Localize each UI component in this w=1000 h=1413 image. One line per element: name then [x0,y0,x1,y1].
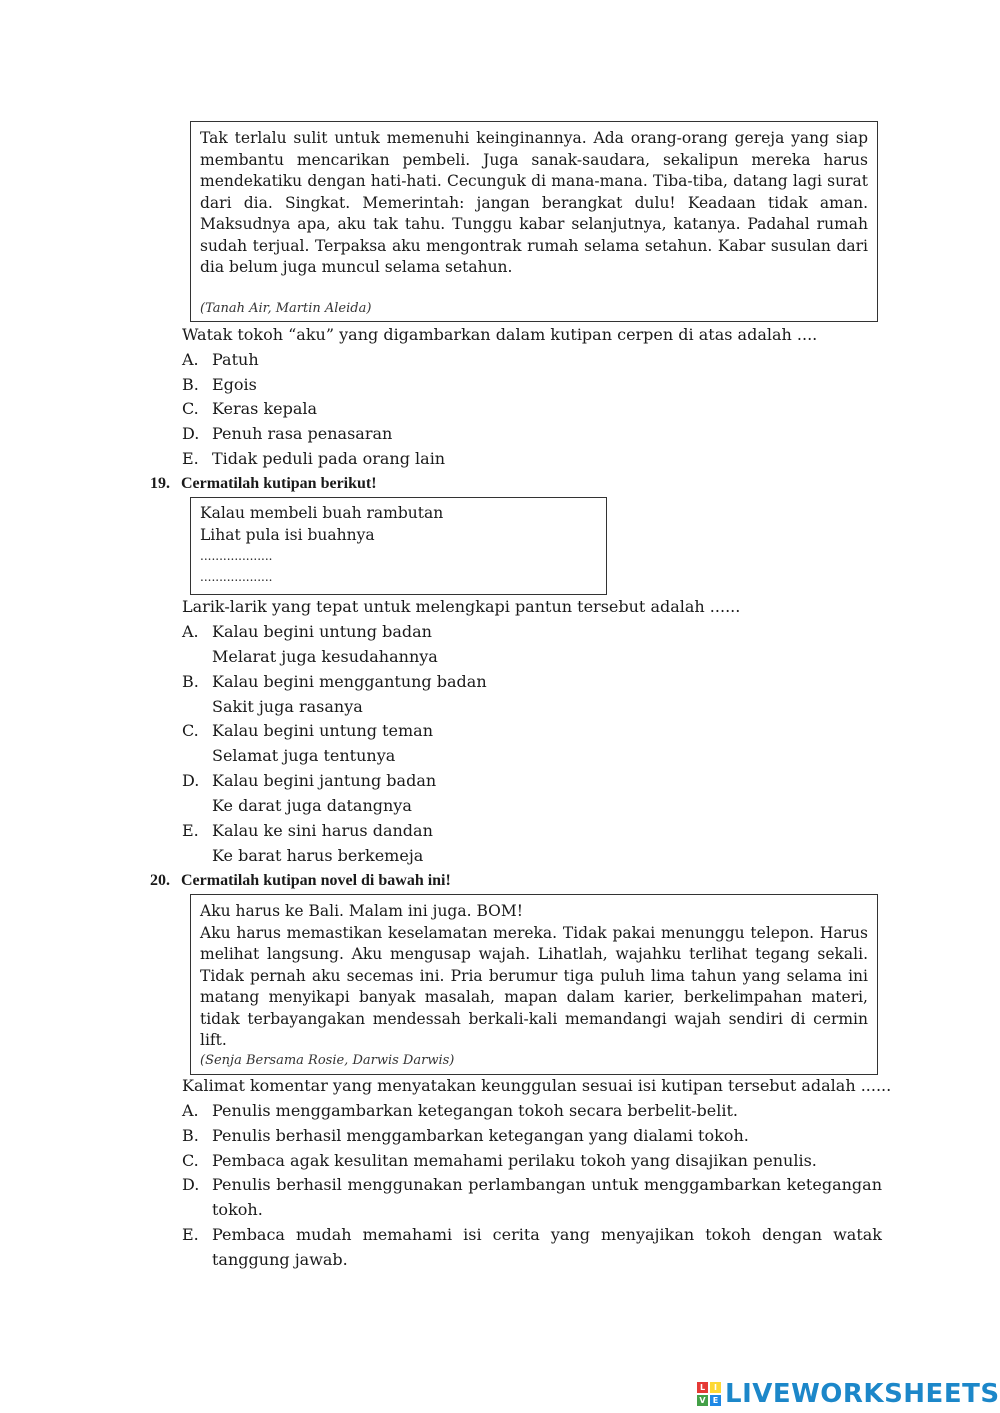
question-19-heading [150,472,377,496]
option-19-d[interactable] [182,768,882,818]
option-20-e[interactable] [182,1222,882,1272]
option-text: Penulis menggambarkan ketegangan tokoh secara berbelit-belit. [212,1101,739,1120]
option-letter: A. [182,1101,199,1120]
passage-text-18: Tak terlalu sulit untuk memenuhi keinginannya. Ada orang-orang gereja yang siap membantu mencarikan pembeli. Juga sanak-saudara, sekalipun mereka harus mendekatiku dengan hati-hati. Cecunguk di mana-mana. Tiba-tiba, datang lagi surat dari dia. Singkat. Memerintah: jangan berangkat dulu! Keadaan tidak aman. Maksudnya apa, aku tak tahu. Tunggu kabar selanjutnya, katanya. Padahal rumah sudah terjual. Terpaksa aku mengontrak rumah selama setahun. Kabar susulan dari dia belum juga muncul selama setahun. [200,129,868,276]
passage-source-20: (Senja Bersama Rosie, Darwis Darwis) [200,1053,455,1068]
option-text: Penulis berhasil menggunakan perlambangan untuk menggambarkan ketegangan tokoh. [212,1175,882,1219]
option-18-d[interactable] [182,421,882,446]
option-20-a[interactable] [182,1098,882,1123]
question-18-stem: Watak tokoh “aku” yang digambarkan dalam kutipan cerpen di atas adalah .... [182,325,818,344]
logo-wordmark: LIVEWORKSHEETS [725,1379,1000,1409]
question-20-stem: Kalimat komentar yang menyatakan keunggulan sesuai isi kutipan tersebut adalah ...... [182,1076,892,1095]
question-20-heading [150,869,451,893]
logo-cell: L [697,1382,708,1393]
option-line-2: Sakit juga rasanya [212,697,363,716]
option-text: Penuh rasa penasaran [212,424,393,443]
question-number: 19. [150,475,170,492]
option-letter: E. [182,821,199,840]
pantun-line: Kalau membeli buah rambutan [200,504,444,522]
question-instruction: Cermatilah kutipan berikut! [181,475,377,492]
option-text: Penulis berhasil menggambarkan ketegangan yang dialami tokoh. [212,1126,749,1145]
question-19-stem: Larik-larik yang tepat untuk melengkapi pantun tersebut adalah ...... [182,597,741,616]
option-line-1: Kalau begini untung teman [212,721,434,740]
option-letter: A. [182,350,199,369]
option-18-c[interactable] [182,396,882,421]
question-number: 20. [150,872,170,889]
passage-box-18 [190,121,878,322]
option-18-b[interactable] [182,372,882,397]
option-letter: E. [182,1225,199,1244]
option-line-2: Ke barat harus berkemeja [212,846,424,865]
option-20-b[interactable] [182,1123,882,1148]
option-line-1: Kalau ke sini harus dandan [212,821,433,840]
passage-first-line-20: Aku harus ke Bali. Malam ini juga. BOM! [200,902,523,920]
option-20-d[interactable] [182,1172,882,1222]
option-letter: C. [182,1151,199,1170]
option-letter: A. [182,622,199,641]
logo-cell: E [710,1395,721,1406]
option-19-c[interactable] [182,718,882,768]
pantun-box [190,497,607,595]
option-letter: B. [182,672,199,691]
logo-cell: I [710,1382,721,1393]
option-text: Pembaca agak kesulitan memahami perilaku tokoh yang disajikan penulis. [212,1151,817,1170]
option-letter: D. [182,424,200,443]
option-19-a[interactable] [182,619,882,669]
logo-cell: V [697,1395,708,1406]
option-text: Pembaca mudah memahami isi cerita yang menyajikan tokoh dengan watak tanggung jawab. [212,1225,882,1269]
option-18-e[interactable] [182,446,882,471]
pantun-line: Lihat pula isi buahnya [200,525,375,544]
option-letter: C. [182,399,199,418]
question-instruction: Cermatilah kutipan novel di bawah ini! [181,872,451,889]
passage-text-20: Aku harus memastikan keselamatan mereka. Tidak pakai menunggu telepon. Harus melihat langsung. Aku mengusap wajah. Lihatlah, wajahku terlihat tegang sekali. Tidak pernah aku secemas ini. Pria berumur tiga puluh lima tahun yang selama ini matang menyikapi banyak masalah, mapan dalam karier, berkelimpahan materi, tidak terbayangakan mendessah berkali-kali memandangi wajah sendiri di cermin lift. [200,923,868,1049]
option-18-a[interactable] [182,347,882,372]
option-20-c[interactable] [182,1148,882,1173]
pantun-blank-line: ................... [200,570,273,584]
option-text: Patuh [212,350,259,369]
pantun-blank-line: ................... [200,549,273,563]
option-letter: E. [182,449,199,468]
option-line-2: Melarat juga kesudahannya [212,647,438,666]
option-text: Keras kepala [212,399,318,418]
option-line-1: Kalau begini untung badan [212,622,432,641]
option-line-2: Selamat juga tentunya [212,746,396,765]
option-letter: B. [182,375,199,394]
logo-grid-icon [697,1382,721,1406]
passage-box-20 [190,894,878,1075]
option-text: Tidak peduli pada orang lain [212,449,446,468]
option-line-1: Kalau begini jantung badan [212,771,437,790]
liveworksheets-logo [697,1378,1000,1410]
passage-source-18: (Tanah Air, Martin Aleida) [200,301,372,316]
option-text: Egois [212,375,257,394]
option-letter: D. [182,1175,200,1194]
option-line-2: Ke darat juga datangnya [212,796,412,815]
option-letter: D. [182,771,200,790]
option-letter: C. [182,721,199,740]
option-19-b[interactable] [182,669,882,719]
option-19-e[interactable] [182,818,882,868]
option-letter: B. [182,1126,199,1145]
option-line-1: Kalau begini menggantung badan [212,672,487,691]
